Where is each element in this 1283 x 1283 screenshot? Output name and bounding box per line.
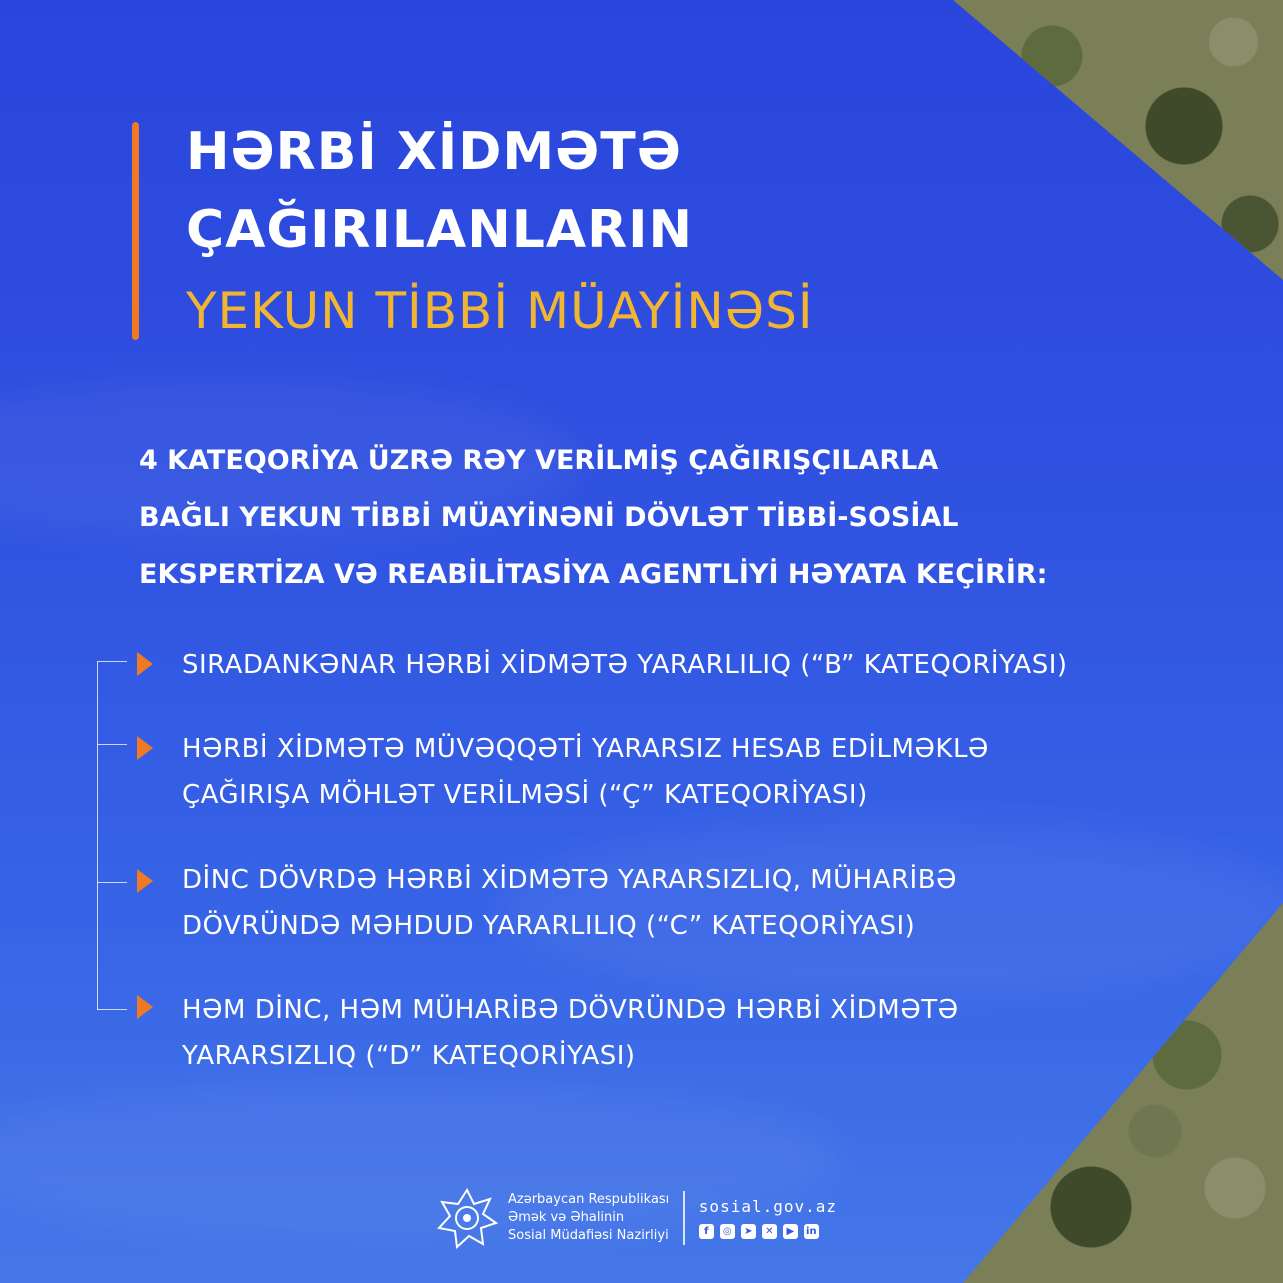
arrow-bullet-icon bbox=[137, 869, 153, 893]
list-item-d bbox=[182, 987, 959, 1079]
bracket-tick bbox=[97, 882, 127, 883]
title-accent-bar bbox=[132, 122, 139, 340]
arrow-bullet-icon bbox=[137, 995, 153, 1019]
list-item-line: ÇAĞIRIŞA MÖHLƏT VERİLMƏSİ (“Ç” KATEQORİYASI) bbox=[182, 780, 868, 810]
bracket-tick bbox=[97, 661, 127, 662]
list-item-b bbox=[182, 642, 1068, 688]
x-icon[interactable]: ✕ bbox=[762, 1224, 777, 1239]
title-line-3: YEKUN TİBBİ MÜAYİNƏSİ bbox=[186, 282, 814, 340]
intro-line: EKSPERTİZA VƏ REABİLİTASİYA AGENTLİYİ HƏYATA KEÇİRİR: bbox=[139, 559, 1048, 590]
list-item-line: YARARSIZLIQ (“D” KATEQORİYASI) bbox=[182, 1041, 636, 1071]
intro-text bbox=[139, 432, 1139, 603]
ministry-line: Sosial Müdafiəsi Nazirliyi bbox=[508, 1228, 669, 1243]
intro-line: BAĞLI YEKUN TİBBİ MÜAYİNƏNİ DÖVLƏT TİBBİ-SOSİAL bbox=[139, 502, 959, 533]
title-line-2: ÇAĞIRILANLARIN bbox=[186, 200, 694, 260]
list-item-line: SIRADANKƏNAR HƏRBİ XİDMƏTƏ YARARLILIQ (“B” KATEQORİYASI) bbox=[182, 650, 1068, 680]
arrow-bullet-icon bbox=[137, 736, 153, 760]
ministry-emblem-icon bbox=[436, 1187, 498, 1249]
intro-line: 4 KATEQORİYA ÜZRƏ RƏY VERİLMİŞ ÇAĞIRIŞÇILARLA bbox=[139, 445, 939, 476]
list-item-c-cedilla bbox=[182, 726, 989, 818]
youtube-icon[interactable]: ▶ bbox=[783, 1224, 798, 1239]
arrow-bullet-icon bbox=[137, 652, 153, 676]
list-item-line: HƏRBİ XİDMƏTƏ MÜVƏQQƏTİ YARARSIZ HESAB EDİLMƏKLƏ bbox=[182, 734, 989, 764]
instagram-icon[interactable]: ◎ bbox=[720, 1224, 735, 1239]
footer-links bbox=[699, 1197, 837, 1239]
bracket-tick bbox=[97, 744, 127, 745]
list-bracket bbox=[97, 661, 136, 1010]
facebook-icon[interactable]: f bbox=[699, 1224, 714, 1239]
linkedin-icon[interactable]: in bbox=[804, 1224, 819, 1239]
list-item-line: DÖVRÜNDƏ MƏHDUD YARARLILIQ (“C” KATEQORİYASI) bbox=[182, 911, 916, 941]
list-item-c bbox=[182, 857, 957, 949]
bracket-tick bbox=[97, 1009, 127, 1010]
social-icons bbox=[699, 1224, 837, 1239]
title-line-1: HƏRBİ XİDMƏTƏ bbox=[186, 122, 682, 182]
ministry-line: Azərbaycan Respublikası bbox=[508, 1192, 670, 1207]
telegram-icon[interactable]: ➤ bbox=[741, 1224, 756, 1239]
footer-divider bbox=[683, 1191, 685, 1245]
footer bbox=[436, 1186, 837, 1250]
list-item-line: DİNC DÖVRDƏ HƏRBİ XİDMƏTƏ YARARSIZLIQ, MÜHARİBƏ bbox=[182, 865, 958, 895]
website-link[interactable]: sosial.gov.az bbox=[698, 1197, 838, 1216]
ministry-line: Əmək və Əhalinin bbox=[508, 1210, 625, 1225]
camouflage-corner-top bbox=[953, 0, 1283, 280]
ministry-name bbox=[508, 1191, 669, 1245]
list-item-line: HƏM DİNC, HƏM MÜHARİBƏ DÖVRÜNDƏ HƏRBİ XİDMƏTƏ bbox=[182, 995, 959, 1025]
